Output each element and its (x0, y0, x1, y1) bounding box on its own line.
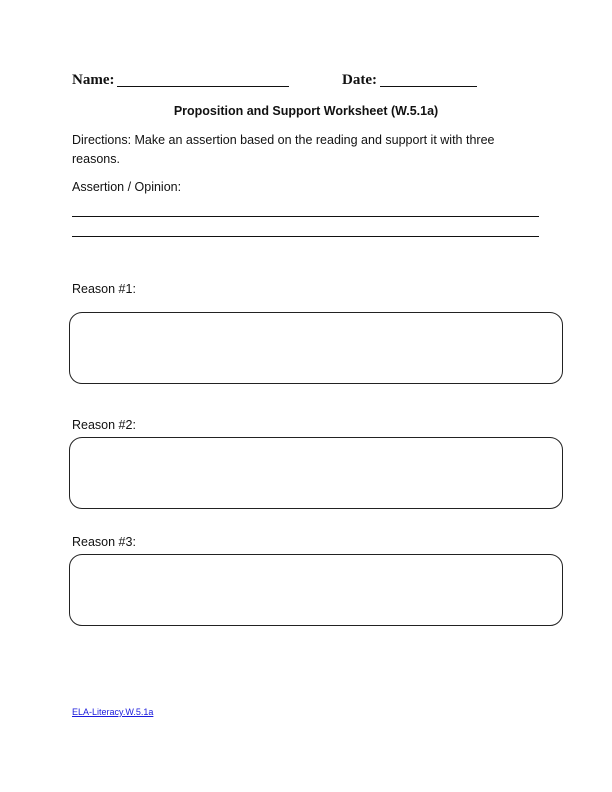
date-input-line[interactable] (380, 86, 477, 87)
assertion-line-1[interactable] (72, 216, 539, 217)
directions-text: Directions: Make an assertion based on the reading and support it with three reasons. (72, 133, 495, 166)
reason-2-box[interactable] (69, 437, 563, 509)
name-input-line[interactable] (117, 86, 289, 87)
reason-1-label: Reason #1: (72, 282, 136, 296)
assertion-label: Assertion / Opinion: (72, 180, 182, 194)
reason-1-box[interactable] (69, 312, 563, 384)
standard-link[interactable]: ELA-Literacy.W.5.1a (72, 707, 154, 717)
date-label: Date: (342, 72, 377, 88)
worksheet-title: Proposition and Support Worksheet (W.5.1a) (173, 104, 439, 118)
reason-2-label: Reason #2: (72, 418, 136, 432)
reason-3-box[interactable] (69, 554, 563, 626)
reason-3-label: Reason #3: (72, 535, 136, 549)
header-row (72, 72, 542, 92)
assertion-line-2[interactable] (72, 236, 539, 237)
name-label: Name: (72, 72, 115, 88)
